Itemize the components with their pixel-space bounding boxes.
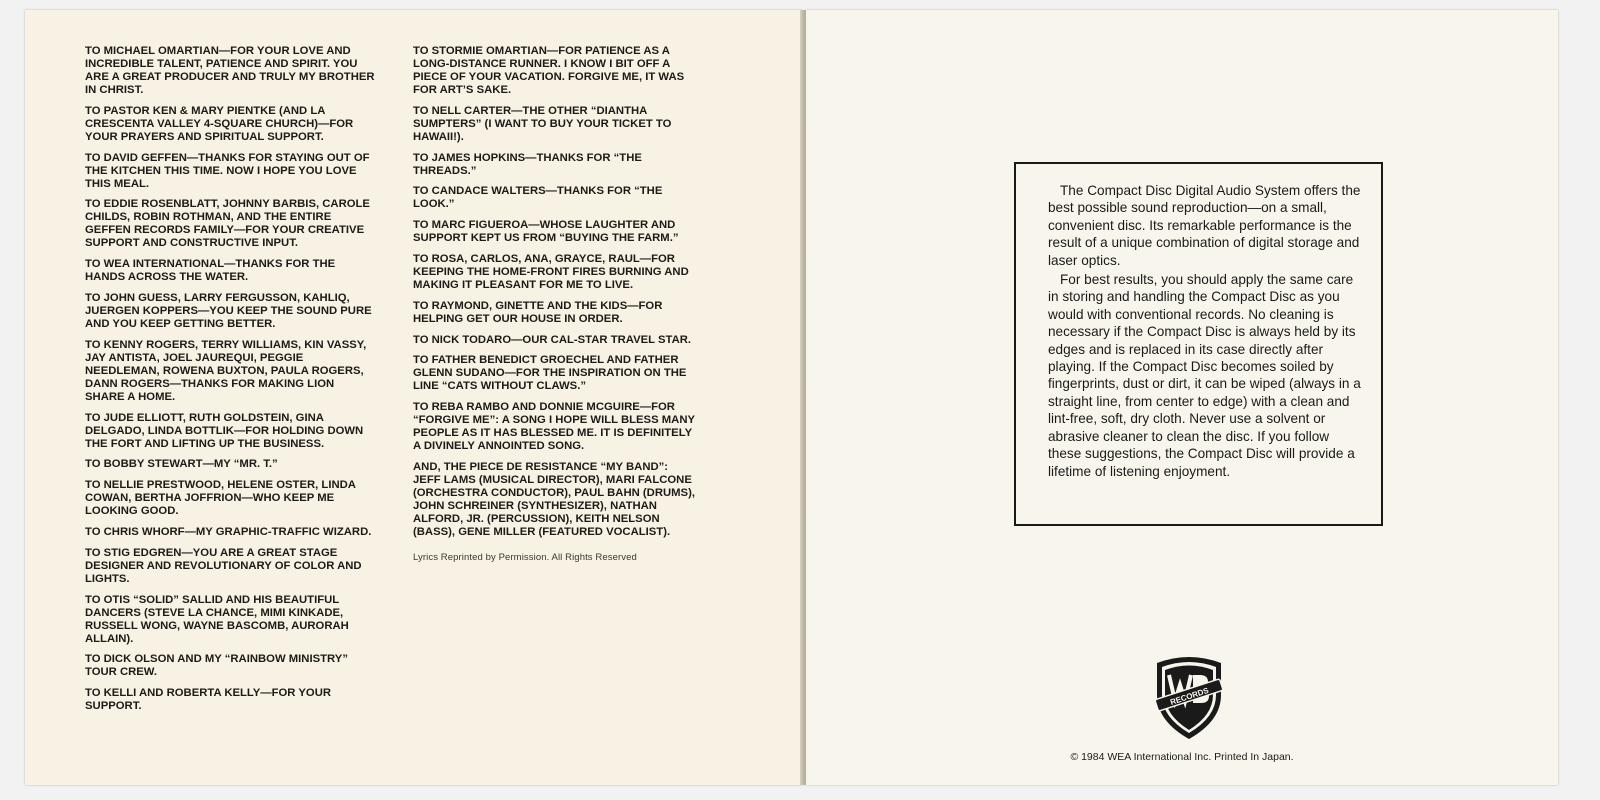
credit-entry: TO JAMES HOPKINS—THANKS FOR “THE THREADS.”	[413, 151, 642, 177]
credit-entry: TO EDDIE ROSENBLATT, JOHNNY BARBIS, CAROLE CHILDS, ROBIN ROTHMAN, AND THE ENTIRE GEFFEN RECORDS FAMILY—FOR YOUR CREATIVE SUPPORT AND CONSTRUCTIVE INPUT.	[85, 198, 370, 250]
credit-entry: TO JOHN GUESS, LARRY FERGUSSON, KAHLIQ, JUERGEN KOPPERS—YOU KEEP THE SOUND PURE AND YOU KEEP GETTING BETTER.	[85, 291, 372, 330]
compact-disc-notice-box	[1014, 162, 1383, 526]
credit-entry: TO OTIS “SOLID” SALLID AND HIS BEAUTIFUL DANCERS (STEVE LA CHANCE, MIMI KINKADE, RUSSELL WONG, WAYNE BASCOMB, AURORAH ALLAIN).	[85, 593, 349, 645]
left-page	[25, 10, 803, 785]
credit-entry: TO NICK TODARO—OUR CAL-STAR TRAVEL STAR.	[413, 333, 692, 346]
credit-entry: TO STIG EDGREN—YOU ARE A GREAT STAGE DESIGNER AND REVOLUTIONARY OF COLOR AND LIGHTS.	[85, 546, 362, 585]
credit-entry: TO REBA RAMBO AND DONNIE MCGUIRE—FOR “FORGIVE ME”: A SONG I HOPE WILL BLESS MANY PEOPLE AS IT HAS BLESSED ME. IT IS DEFINITELY A DIVINELY ANNOINTED SONG.	[413, 401, 695, 453]
notice-paragraph: The Compact Disc Digital Audio System offers the best possible sound reproduction—on a small, convenient disc. Its remarkable performance is the result of a unique combination of digital storage and laser optics.	[1048, 183, 1361, 268]
copyright-line: © 1984 WEA International Inc. Printed In Japan.	[1070, 751, 1294, 763]
credit-entry: TO NELLIE PRESTWOOD, HELENE OSTER, LINDA COWAN, BERTHA JOFFRION—WHO KEEP ME LOOKING GOOD.	[85, 479, 356, 518]
notice-paragraph: For best results, you should apply the same care in storing and handling the Compact Disc as you would with conventional records. No cleaning is necessary if the Compact Disc is always held by its edges and is replaced in its case directly after playing. If the Compact Disc becomes soiled by fingerprints, dust or dirt, it can be wiped (always in a straight line, from center to edge) with a clean and lint-free, soft, dry cloth. Never use a solvent or abrasive cleaner to clean the disc. If you follow these suggestions, the Compact Disc will provide a lifetime of listening enjoyment.	[1048, 272, 1361, 479]
credit-entry: TO KENNY ROGERS, TERRY WILLIAMS, KIN VASSY, JAY ANTISTA, JOEL JAUREQUI, PEGGIE NEEDLEMAN, ROWENA BUXTON, PAULA ROGERS, DANN ROGERS—THANKS FOR MAKING LION SHARE A HOME.	[85, 338, 367, 403]
credit-entry: TO CANDACE WALTERS—THANKS FOR “THE LOOK.”	[413, 185, 663, 211]
wb-records-shield-icon	[1151, 655, 1227, 741]
credit-entry: TO BOBBY STEWART—MY “MR. T.”	[85, 458, 278, 471]
credit-entry: TO PASTOR KEN & MARY PIENTKE (AND LA CRESCENTA VALLEY 4-SQUARE CHURCH)—FOR YOUR PRAYERS AND SPIRITUAL SUPPORT.	[85, 104, 354, 143]
credit-entry: TO CHRIS WHORF—MY GRAPHIC-TRAFFIC WIZARD.	[85, 525, 372, 538]
credit-entry: TO FATHER BENEDICT GROECHEL AND FATHER GLENN SUDANO—FOR THE INSPIRATION ON THE LINE “CATS WITHOUT CLAWS.”	[413, 354, 687, 393]
lyrics-credit: Lyrics Reprinted by Permission. All Rights Reserved	[413, 551, 637, 563]
credits-column-left	[85, 45, 375, 721]
credit-entry: TO MICHAEL OMARTIAN—FOR YOUR LOVE AND INCREDIBLE TALENT, PATIENCE AND SPIRIT. YOU ARE A GREAT PRODUCER AND TRULY MY BROTHER IN CHRIST.	[85, 45, 375, 96]
credit-entry: TO ROSA, CARLOS, ANA, GRAYCE, RAUL—FOR KEEPING THE HOME-FRONT FIRES BURNING AND MAKING IT PLEASANT FOR ME TO LIVE.	[413, 252, 689, 291]
credit-entry: TO NELL CARTER—THE OTHER “DIANTHA SUMPTERS” (I WANT TO BUY YOUR TICKET TO HAWAII!).	[413, 104, 672, 143]
credit-entry: TO WEA INTERNATIONAL—THANKS FOR THE HANDS ACROSS THE WATER.	[85, 258, 336, 284]
credit-entry: TO RAYMOND, GINETTE AND THE KIDS—FOR HELPING GET OUR HOUSE IN ORDER.	[413, 299, 663, 325]
credit-entry: TO DAVID GEFFEN—THANKS FOR STAYING OUT OF THE KITCHEN THIS TIME. NOW I HOPE YOU LOVE THIS MEAL.	[85, 151, 370, 190]
credit-entry: TO STORMIE OMARTIAN—FOR PATIENCE AS A LONG-DISTANCE RUNNER. I KNOW I BIT OFF A PIECE OF YOUR VACATION. FORGIVE ME, IT WAS FOR ART’S SAKE.	[413, 45, 685, 96]
right-page	[806, 10, 1558, 785]
credit-entry: TO JUDE ELLIOTT, RUTH GOLDSTEIN, GINA DELGADO, LINDA BOTTLIK—FOR HOLDING DOWN THE FORT AND LIFTING UP THE BUSINESS.	[85, 411, 364, 450]
credit-entry: TO KELLI AND ROBERTA KELLY—FOR YOUR SUPPORT.	[85, 687, 332, 713]
credit-entry: TO MARC FIGUEROA—WHOSE LAUGHTER AND SUPPORT KEPT US FROM “BUYING THE FARM.”	[413, 219, 679, 245]
credit-entry: AND, THE PIECE DE RESISTANCE “MY BAND”: JEFF LAMS (MUSICAL DIRECTOR), MARI FALCONE (ORCHESTRA CONDUCTOR), PAUL BAHN (DRUMS), JOHN SCHREINER (SYNTHESIZER), NATHAN ALFORD, JR. (PERCUSSION), KEITH NELSON (BASS), GENE MILLER (FEATURED VOCALIST).	[413, 460, 695, 538]
credit-entry: TO DICK OLSON AND MY “RAINBOW MINISTRY” TOUR CREW.	[85, 653, 348, 679]
credits-column-right	[413, 45, 695, 564]
logo-text: RECORDS	[1169, 685, 1210, 707]
